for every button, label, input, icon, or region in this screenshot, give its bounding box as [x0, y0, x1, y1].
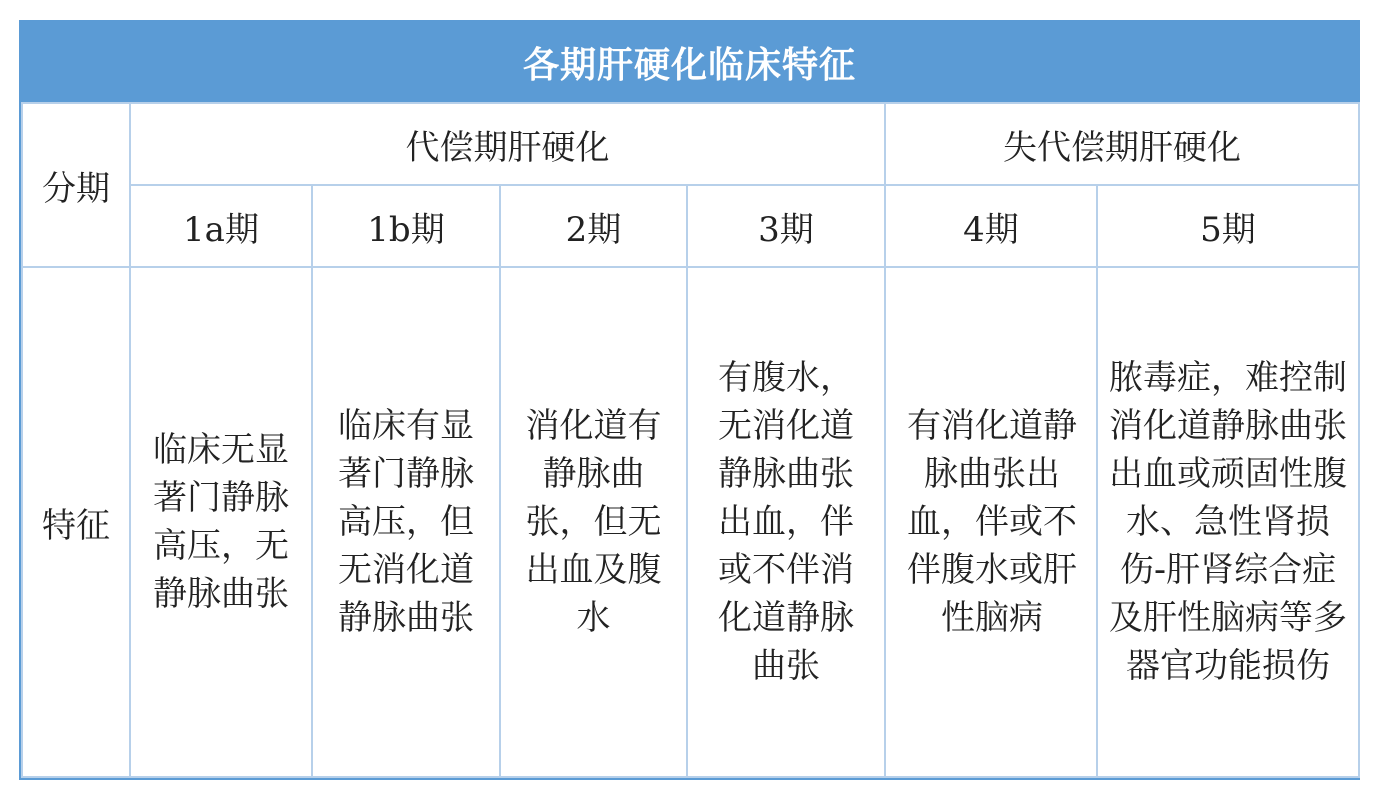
feature-3-text: 有腹水，无消化道静脉曲张出血，伴或不伴消化道静脉曲张: [718, 358, 854, 686]
feature-1b: [312, 267, 500, 777]
feature-2-text: 消化道有静脉曲张，但无出血及腹水: [525, 406, 662, 638]
feature-4: [885, 267, 1097, 777]
compensated-header: 代偿期肝硬化: [130, 103, 885, 185]
stage-4: 4期: [885, 185, 1097, 267]
decompensated-header: 失代偿期肝硬化: [885, 103, 1359, 185]
feature-1a-text: 临床无显著门静脉高压，无静脉曲张: [153, 430, 289, 614]
stage-grid: [21, 102, 1360, 778]
stage-2: 2期: [500, 185, 687, 267]
feature-5: [1097, 267, 1359, 777]
stage-1a: 1a期: [130, 185, 312, 267]
feature-row-label: 特征: [22, 267, 130, 777]
stage-3: 3期: [687, 185, 885, 267]
stage-5: 5期: [1097, 185, 1359, 267]
feature-3: [687, 267, 885, 777]
stage-row-label: 分期: [22, 103, 130, 267]
stage-1b: 1b期: [312, 185, 500, 267]
table-title: 各期肝硬化临床特征: [21, 22, 1358, 102]
feature-4-text: 有消化道静脉曲张出血，伴或不伴腹水或肝性脑病: [907, 406, 1077, 638]
feature-5-text: 脓毒症，难控制消化道静脉曲张出血或顽固性腹水、急性肾损伤-肝肾综合症及肝性脑病等多器官功能损伤: [1109, 358, 1347, 686]
cirrhosis-stage-table: [19, 20, 1360, 780]
feature-2: [500, 267, 687, 777]
feature-1a: [130, 267, 312, 777]
feature-1b-text: 临床有显著门静脉高压，但无消化道静脉曲张: [338, 406, 474, 638]
